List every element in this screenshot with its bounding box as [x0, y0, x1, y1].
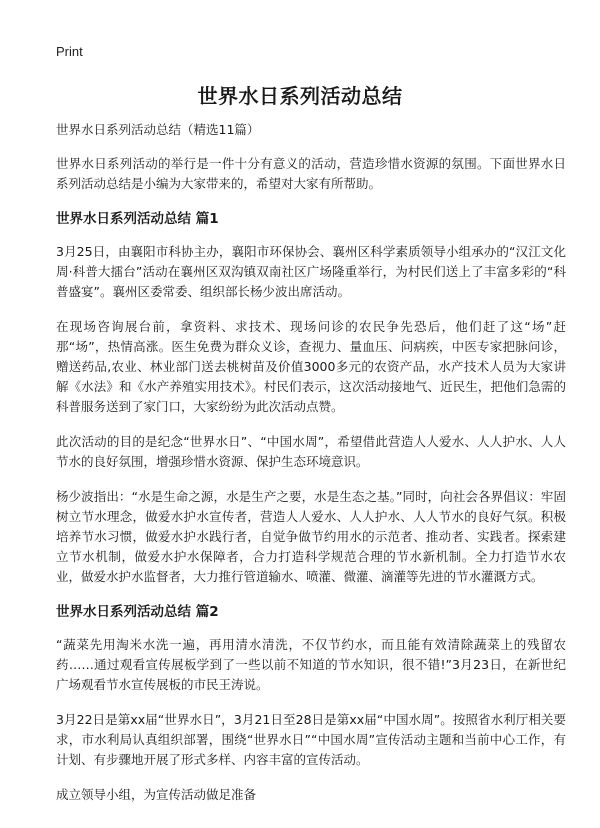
intro-paragraph: 世界水日系列活动的举行是一件十分有意义的活动，营造珍惜水资源的氛围。下面世界水日系列活动总结是小编为大家带来的，希望对大家有所帮助。	[56, 156, 566, 191]
section-1-paragraph: 此次活动的目的是纪念“世界水日”、“中国水周”，希望借此营造人人爱水、人人护水、人人节水的良好氛围，增强珍惜水资源、保护生态环境意识。	[56, 434, 566, 469]
section-1-paragraph: 3月25日，由襄阳市科协主办，襄阳市环保协会、襄州区科学素质领导小组承办的“汉江文化周·科普大擂台”活动在襄州区双沟镇双南社区广场隆重举行，为村民们送上了丰富多彩的“科普盛宴”。襄州区委常委、组织部长杨少波出席活动。	[56, 244, 566, 299]
section-1-paragraph: 在现场咨询展台前，拿资料、求技术、现场问诊的农民争先恐后，他们赶了这“场”赶那“场”，热情高涨。医生免费为群众义诊，查视力、量血压、问病疾，中医专家把脉问诊，赠送药品,农业、林业部门送去桃树苗及价值3000多元的农资产品，水产技术人员为大家讲解《水法》和《水产养殖实用技术》。村民们表示，这次活动接地气、近民生，把他们急需的科普服务送到了家门口，大家纷纷为此次活动点赞。	[56, 319, 566, 414]
section-2-heading: 世界水日系列活动总结 篇2	[56, 604, 219, 620]
section-1-heading: 世界水日系列活动总结 篇1	[56, 211, 219, 227]
article-subtitle: 世界水日系列活动总结（精选11篇）	[56, 122, 260, 137]
section-2-paragraph: “蔬菜先用淘米水洗一遍，再用清水清洗，不仅节约水，而且能有效清除蔬菜上的残留农药……通过观看宣传展板学到了一些以前不知道的节水知识，很不错!”3月23日，在新世纪广场观看节水宣传展板的市民王涛说。	[56, 637, 566, 692]
article-body	[56, 120, 566, 820]
page-title: 世界水日系列活动总结	[197, 84, 403, 108]
section-1-paragraph: 杨少波指出：“水是生命之源，水是生产之要，水是生态之基。”同时，向社会各界倡议：牢固树立节水理念，做爱水护水宣传者，营造人人爱水、人人护水、人人节水的良好气氛。积极培养节水习惯，做爱水护水践行者，自觉争做节约用水的示范者、推动者、实践者。探索建立节水机制，做爱水护水保障者，合力打造科学规范合理的节水新机制。全力打造节水农业，做爱水护水监督者，大力推行管道输水、喷灌、微灌、滴灌等先进的节水灌溉方式。	[56, 489, 566, 584]
section-2-paragraph: 3月22日是第xx届“世界水日”，3月21日至28日是第xx届“中国水周”。按照省水利厅相关要求，市水利局认真组织部署，围绕“世界水日”“中国水周”宣传活动主题和当前中心工作，有计划、有步骤地开展了形式多样、内容丰富的宣传活动。	[56, 712, 566, 767]
print-link[interactable]: Print	[56, 44, 83, 59]
section-2-paragraph: 成立领导小组，为宣传活动做足准备	[56, 787, 257, 802]
